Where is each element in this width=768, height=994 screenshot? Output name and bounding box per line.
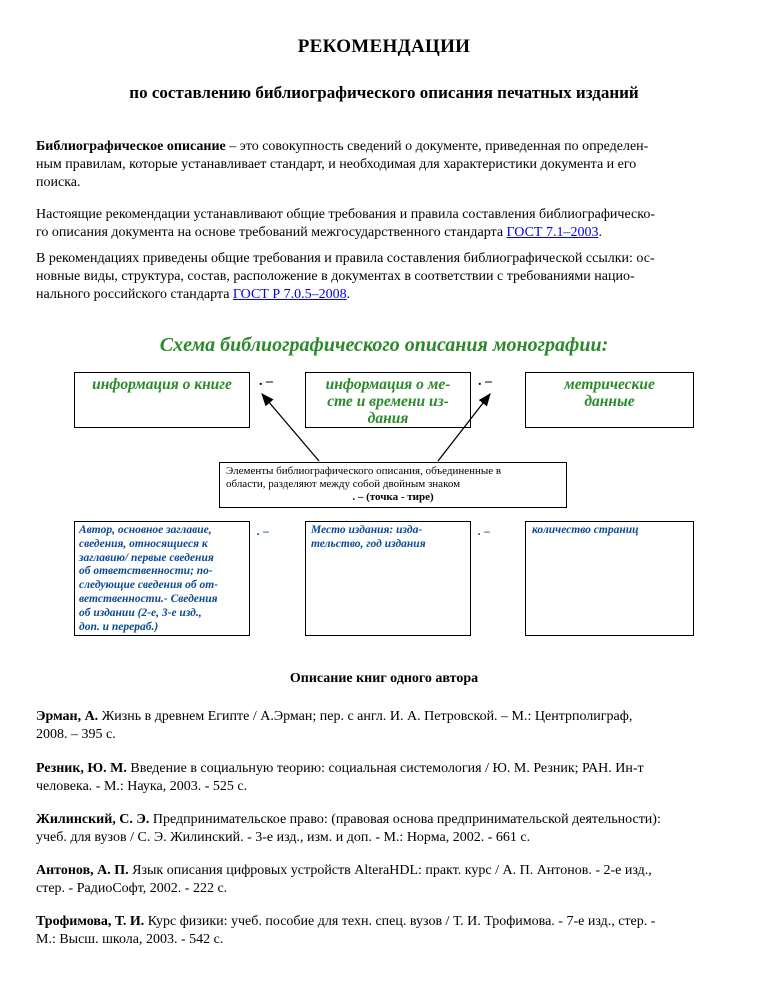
bibliography-entry: Эрман, А. Жизнь в древнем Египте / А.Эрман; пер. с англ. И. А. Петровской. – М.: Центрполиграф, 2008. – 395 с. (36, 709, 633, 742)
box-metric-data: метрические данные (525, 372, 694, 428)
separator-4: . – (478, 524, 490, 538)
section-heading: Описание книг одного автора (289, 671, 479, 686)
gost-r-7-0-5-link[interactable]: ГОСТ Р 7.0.5–2008 (232, 287, 347, 302)
note-box: Элементы библиографического описания, объединенные в области, разделяют между собой двойным знаком . – (точка - тире) (219, 462, 567, 508)
box-author-title: Автор, основное заглавие, сведения, относящиеся к заглавию/ первые сведения об ответственности; по- следующие сведения об от- ветственности.- Сведения об издании (2-е, 3-е изд., доп. и перераб.) (74, 521, 250, 636)
box-page-count: количество страниц (525, 521, 694, 636)
intro-paragraph-1: Библиографическое описание – это совокупность сведений о документе, приведенная по определен- ным правилам, которые устанавливает стандарт, и необходимая для характеристики документа и его поиска. (36, 139, 649, 190)
intro-paragraph-3: В рекомендациях приведены общие требования и правила составления библиографической ссылки: ос- новные виды, структура, состав, расположение в документах в соответствии с требованиями нацио- нального российского стандарта ГОСТ Р 7.0.5–2008. (36, 251, 655, 302)
bibliography-entry: Жилинский, С. Э. Предпринимательское право: (правовая основа предпринимательской деятельности): учеб. для вузов / С. Э. Жилинский. - 3-е изд., изм. и доп. - М.: Норма, 2002. - 661 с. (36, 812, 661, 845)
arrow-left (262, 394, 319, 461)
arrow-right (438, 394, 490, 461)
page-title: РЕКОМЕНДАЦИИ (297, 36, 471, 57)
box-place-time: информация о ме- сте и времени из- дания (305, 372, 471, 428)
schema-title: Схема библиографического описания монографии: (159, 334, 609, 356)
bibliography-entry: Трофимова, Т. И. Курс физики: учеб. пособие для техн. спец. вузов / Т. И. Трофимова. - 7-е изд., стер. - М.: Высш. школа, 2003. - 542 с. (36, 914, 656, 947)
intro-paragraph-2: Настоящие рекомендации устанавливают общие требования и правила составления библиографическо- го описания документа на основе требований межгосударственного стандарта ГОСТ 7.1–2003. (36, 207, 655, 240)
bibliography-entry: Резник, Ю. М. Введение в социальную теорию: социальная системология / Ю. М. Резник; РАН. Ин-т человека. - М.: Наука, 2003. - 525 с. (36, 761, 644, 794)
separator-3: . – (257, 524, 269, 538)
box-publication-place: Место издания: изда- тельство, год издания (305, 521, 471, 636)
gost-7-1-link[interactable]: ГОСТ 7.1–2003 (506, 225, 599, 240)
bibliography-entry: Антонов, А. П. Язык описания цифровых устройств AlteraHDL: практ. курс / А. П. Антонов. - 2-е изд., стер. - РадиоСофт, 2002. - 222 с. (36, 863, 652, 896)
page-subtitle: по составлению библиографического описания печатных изданий (129, 83, 639, 102)
separator-1: . – (259, 374, 273, 389)
separator-2: . – (478, 374, 492, 389)
box-book-info: информация о книге (74, 372, 250, 428)
term-bold: Библиографическое описание (36, 139, 226, 154)
